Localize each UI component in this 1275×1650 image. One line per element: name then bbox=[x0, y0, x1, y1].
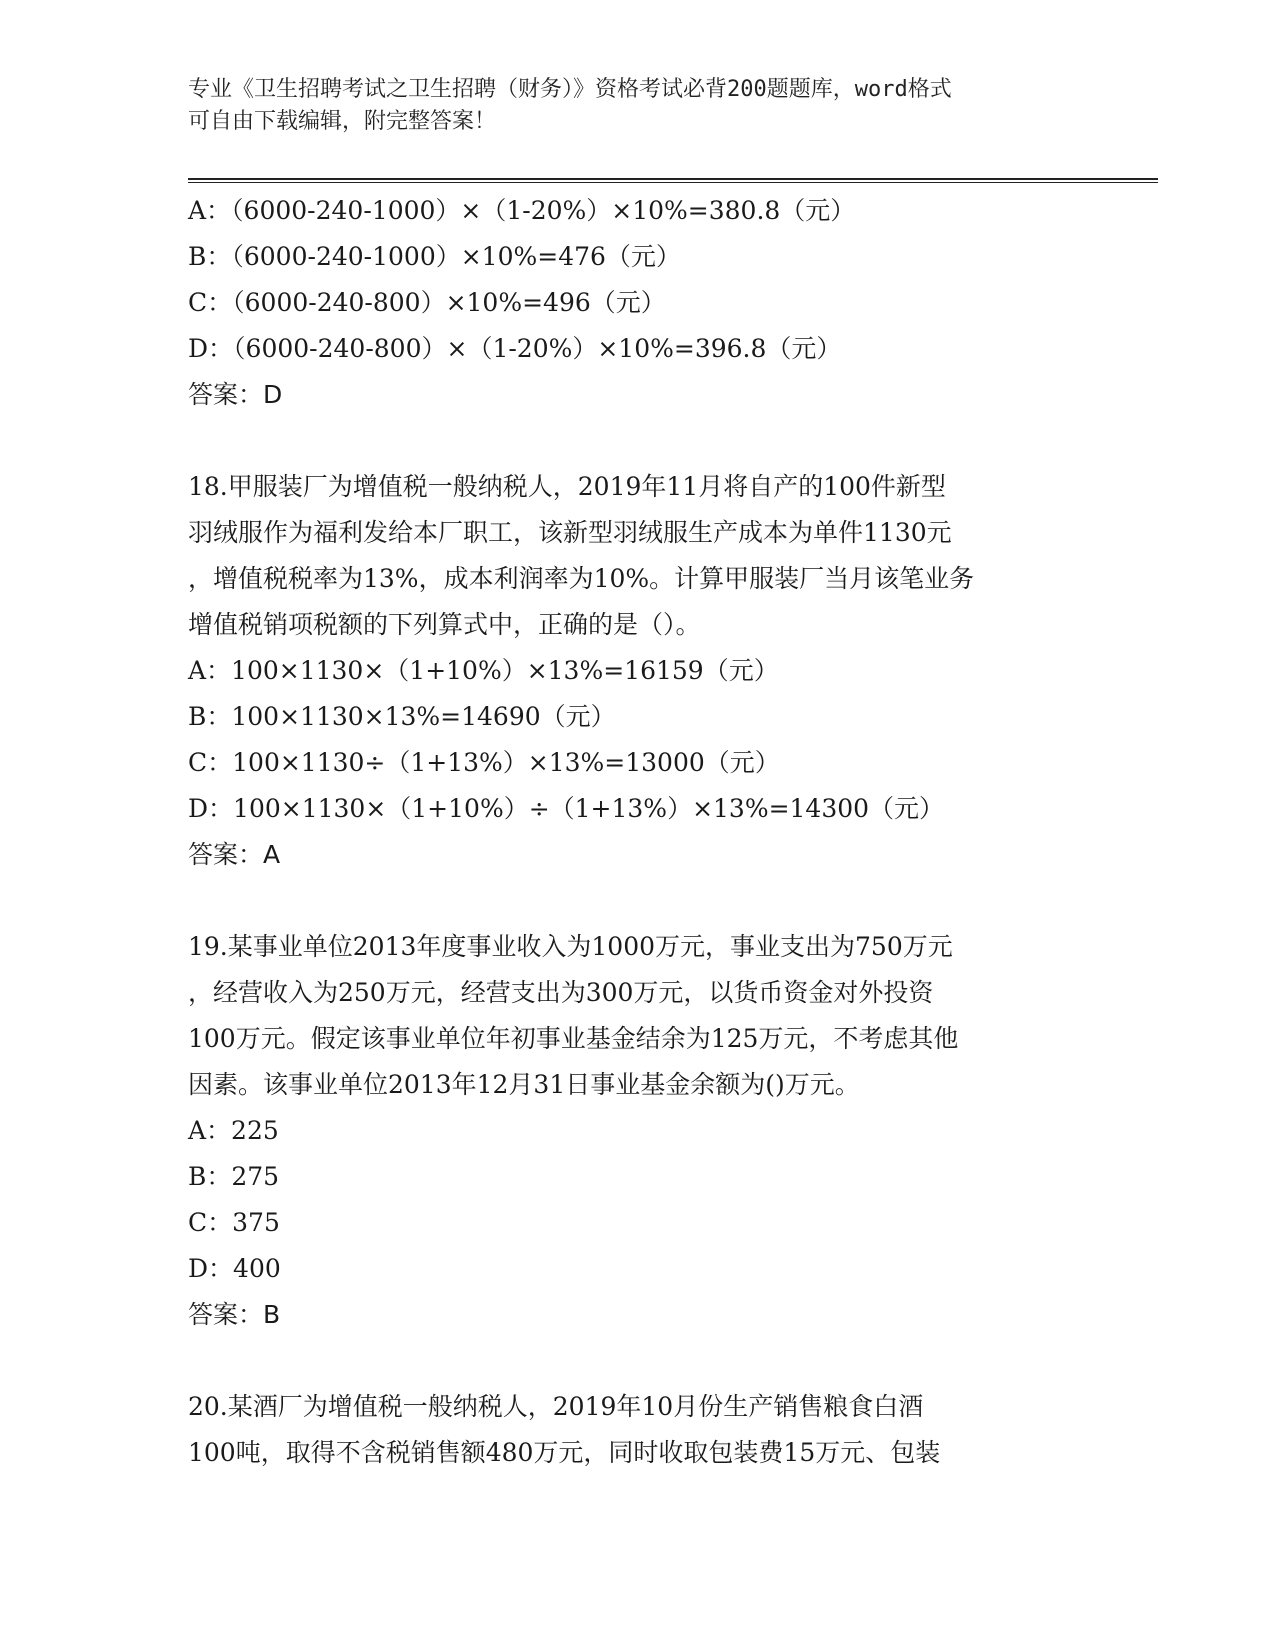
question-text-line: 19.某事业单位2013年度事业收入为1000万元，事业支出为750万元 bbox=[188, 932, 953, 961]
option-d: D：100×1130×（1+10%）÷（1+13%）×13%=14300（元） bbox=[188, 794, 945, 823]
answer-line: 答案：D bbox=[188, 380, 283, 409]
header-divider-thin bbox=[188, 182, 1158, 183]
option-c: C：375 bbox=[188, 1208, 280, 1237]
question-text-line: ，经营收入为250万元，经营支出为300万元，以货币资金对外投资 bbox=[188, 978, 934, 1007]
question-spacer bbox=[188, 418, 1088, 464]
option-c: C：（6000-240-800）×10%=496（元） bbox=[188, 288, 666, 317]
option-b: B：100×1130×13%=14690（元） bbox=[188, 702, 616, 731]
question-spacer bbox=[188, 878, 1088, 924]
option-d: D：（6000-240-800）×（1-20%）×10%=396.8（元） bbox=[188, 334, 842, 363]
option-c: C：100×1130÷（1+13%）×13%=13000（元） bbox=[188, 748, 780, 777]
answer-line: 答案：A bbox=[188, 840, 281, 869]
header-title-line-2: 可自由下载编辑，附完整答案！ bbox=[188, 109, 497, 134]
question-text-line: 100万元。假定该事业单位年初事业基金结余为125万元，不考虑其他 bbox=[188, 1024, 959, 1053]
question-text-line: 18.甲服装厂为增值税一般纳税人，2019年11月将自产的100件新型 bbox=[188, 472, 946, 501]
question-text-line: 增值税销项税额的下列算式中，正确的是（）。 bbox=[188, 610, 701, 639]
question-text-line: ，增值税税率为13%，成本利润率为10%。计算甲服装厂当月该笔业务 bbox=[188, 564, 975, 593]
option-d: D：400 bbox=[188, 1254, 281, 1283]
option-a: A：100×1130×（1+10%）×13%=16159（元） bbox=[188, 656, 779, 685]
question-text-line: 羽绒服作为福利发给本厂职工，该新型羽绒服生产成本为单件1130元 bbox=[188, 518, 952, 547]
option-b: B：275 bbox=[188, 1162, 280, 1191]
answer-line: 答案：B bbox=[188, 1300, 281, 1329]
question-18 bbox=[188, 464, 1088, 878]
document-header bbox=[188, 74, 1088, 138]
header-title-line-1: 专业《卫生招聘考试之卫生招聘（财务）》资格考试必背200题题库，word格式 bbox=[188, 77, 952, 102]
question-content bbox=[188, 188, 1088, 1476]
question-19 bbox=[188, 924, 1088, 1338]
option-a: A：225 bbox=[188, 1116, 279, 1145]
question-text-line: 因素。该事业单位2013年12月31日事业基金余额为()万元。 bbox=[188, 1070, 860, 1099]
header-divider-thick bbox=[188, 178, 1158, 180]
question-20 bbox=[188, 1384, 1088, 1476]
question-text-line: 20.某酒厂为增值税一般纳税人，2019年10月份生产销售粮食白酒 bbox=[188, 1392, 924, 1421]
question-spacer bbox=[188, 1338, 1088, 1384]
question-17 bbox=[188, 188, 1088, 418]
question-text-line: 100吨，取得不含税销售额480万元，同时收取包装费15万元、包装 bbox=[188, 1438, 941, 1467]
option-a: A：（6000-240-1000）×（1-20%）×10%=380.8（元） bbox=[188, 196, 856, 225]
option-b: B：（6000-240-1000）×10%=476（元） bbox=[188, 242, 681, 271]
